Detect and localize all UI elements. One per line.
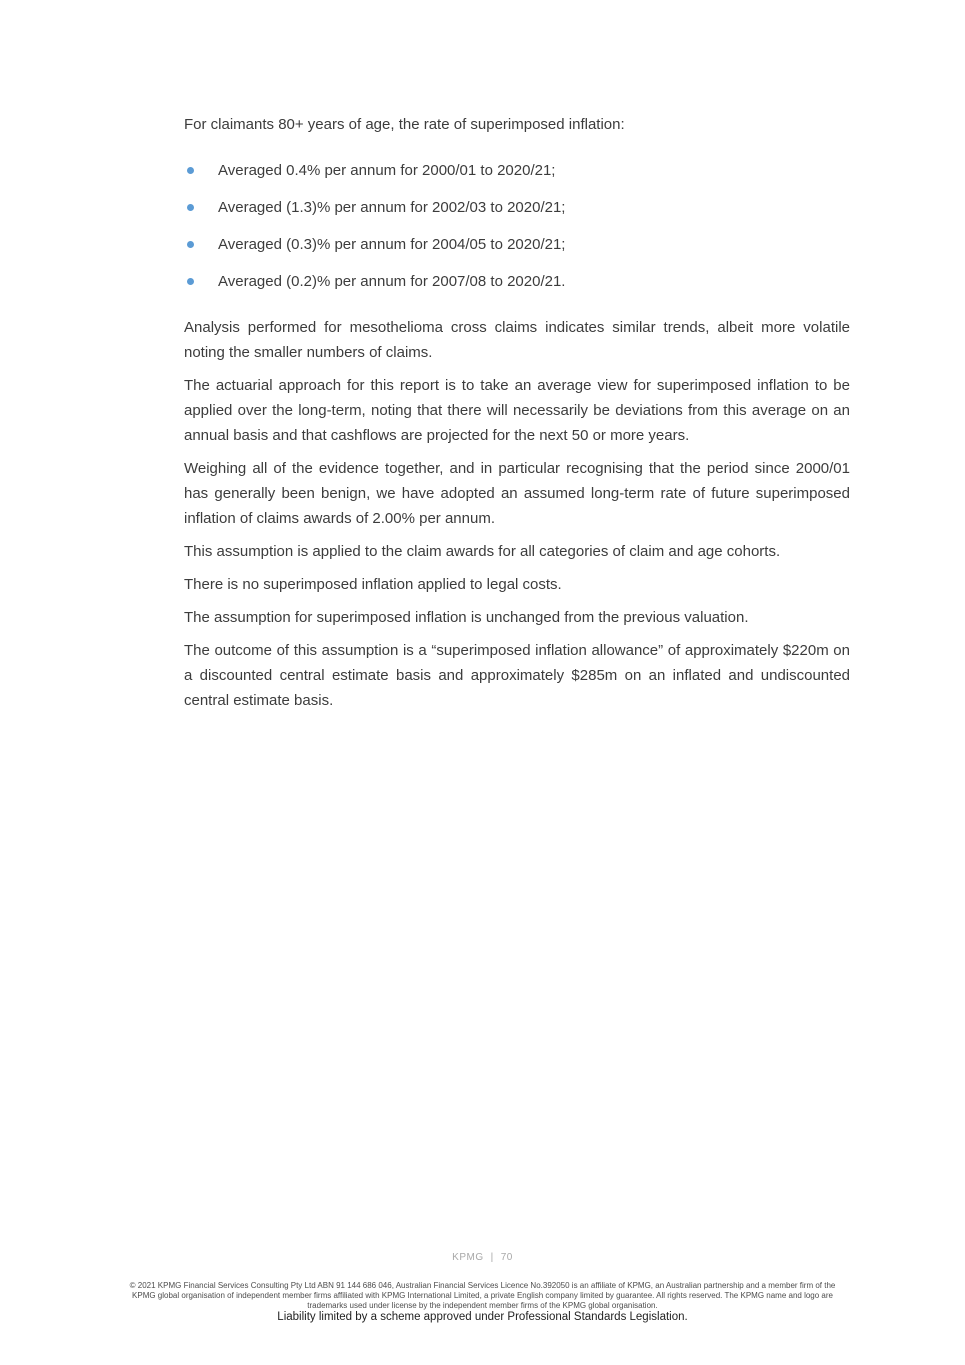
- body-paragraph: The assumption for superimposed inflation is unchanged from the previous valuation.: [184, 609, 749, 626]
- body-paragraph: Weighing all of the evidence together, and in particular recognising that the period since 2000/01 has generally been benign, we have adopted an assumed long-term rate of future superimposed inflation of claims awards of 2.00% per annum.: [184, 460, 850, 527]
- bullet-text: Averaged 0.4% per annum for 2000/01 to 2020/21;: [218, 162, 556, 179]
- legal-text: © 2021 KPMG Financial Services Consulting Pty Ltd ABN 91 144 686 046, Australian Financial Services Licence No.392050 is an affiliate of KPMG, an Australian partnership and a member firm of the KPMG global organisation of independent member firms affiliated with KPMG International Limited, a private English company limited by guarantee. All rights reserved. The KPMG name and logo are trademarks used under license by the independent member firms of the KPMG global organisation.: [129, 1281, 836, 1310]
- body-paragraph: This assumption is applied to the claim awards for all categories of claim and age cohorts.: [184, 543, 781, 560]
- list-item: [184, 195, 850, 220]
- body-paragraph: The outcome of this assumption is a “superimposed inflation allowance” of approximately $220m on a discounted central estimate basis and approximately $285m on an inflated and undiscounted central estimate basis.: [184, 642, 850, 709]
- liability-text: Liability limited by a scheme approved under Professional Standards Legislation.: [277, 1311, 688, 1323]
- bullet-icon: [187, 241, 194, 248]
- intro-paragraph: For claimants 80+ years of age, the rate of superimposed inflation:: [184, 116, 625, 133]
- bullet-icon: [187, 278, 194, 285]
- page-body: [184, 112, 850, 721]
- body-paragraph: The actuarial approach for this report is to take an average view for superimposed inflation to be applied over the long-term, noting that there will necessarily be deviations from this average on an annual basis and that cashflows are projected for the next 50 or more years.: [184, 377, 850, 444]
- list-item: [184, 232, 850, 257]
- footer-separator: |: [490, 1252, 494, 1263]
- list-item: [184, 269, 850, 294]
- bullet-text: Averaged (1.3)% per annum for 2002/03 to 2020/21;: [218, 199, 566, 216]
- bullet-text: Averaged (0.2)% per annum for 2007/08 to 2020/21.: [218, 273, 566, 290]
- bullet-list: [184, 158, 850, 294]
- bullet-text: Averaged (0.3)% per annum for 2004/05 to 2020/21;: [218, 236, 566, 253]
- footer-brand: KPMG: [452, 1252, 484, 1263]
- body-paragraph: There is no superimposed inflation applied to legal costs.: [184, 576, 562, 593]
- page-footer: [0, 1252, 965, 1263]
- body-paragraph: Analysis performed for mesothelioma cross claims indicates similar trends, albeit more volatile noting the smaller numbers of claims.: [184, 319, 850, 361]
- bullet-icon: [187, 204, 194, 211]
- list-item: [184, 158, 850, 183]
- bullet-icon: [187, 167, 194, 174]
- footer-page-number: 70: [500, 1252, 513, 1263]
